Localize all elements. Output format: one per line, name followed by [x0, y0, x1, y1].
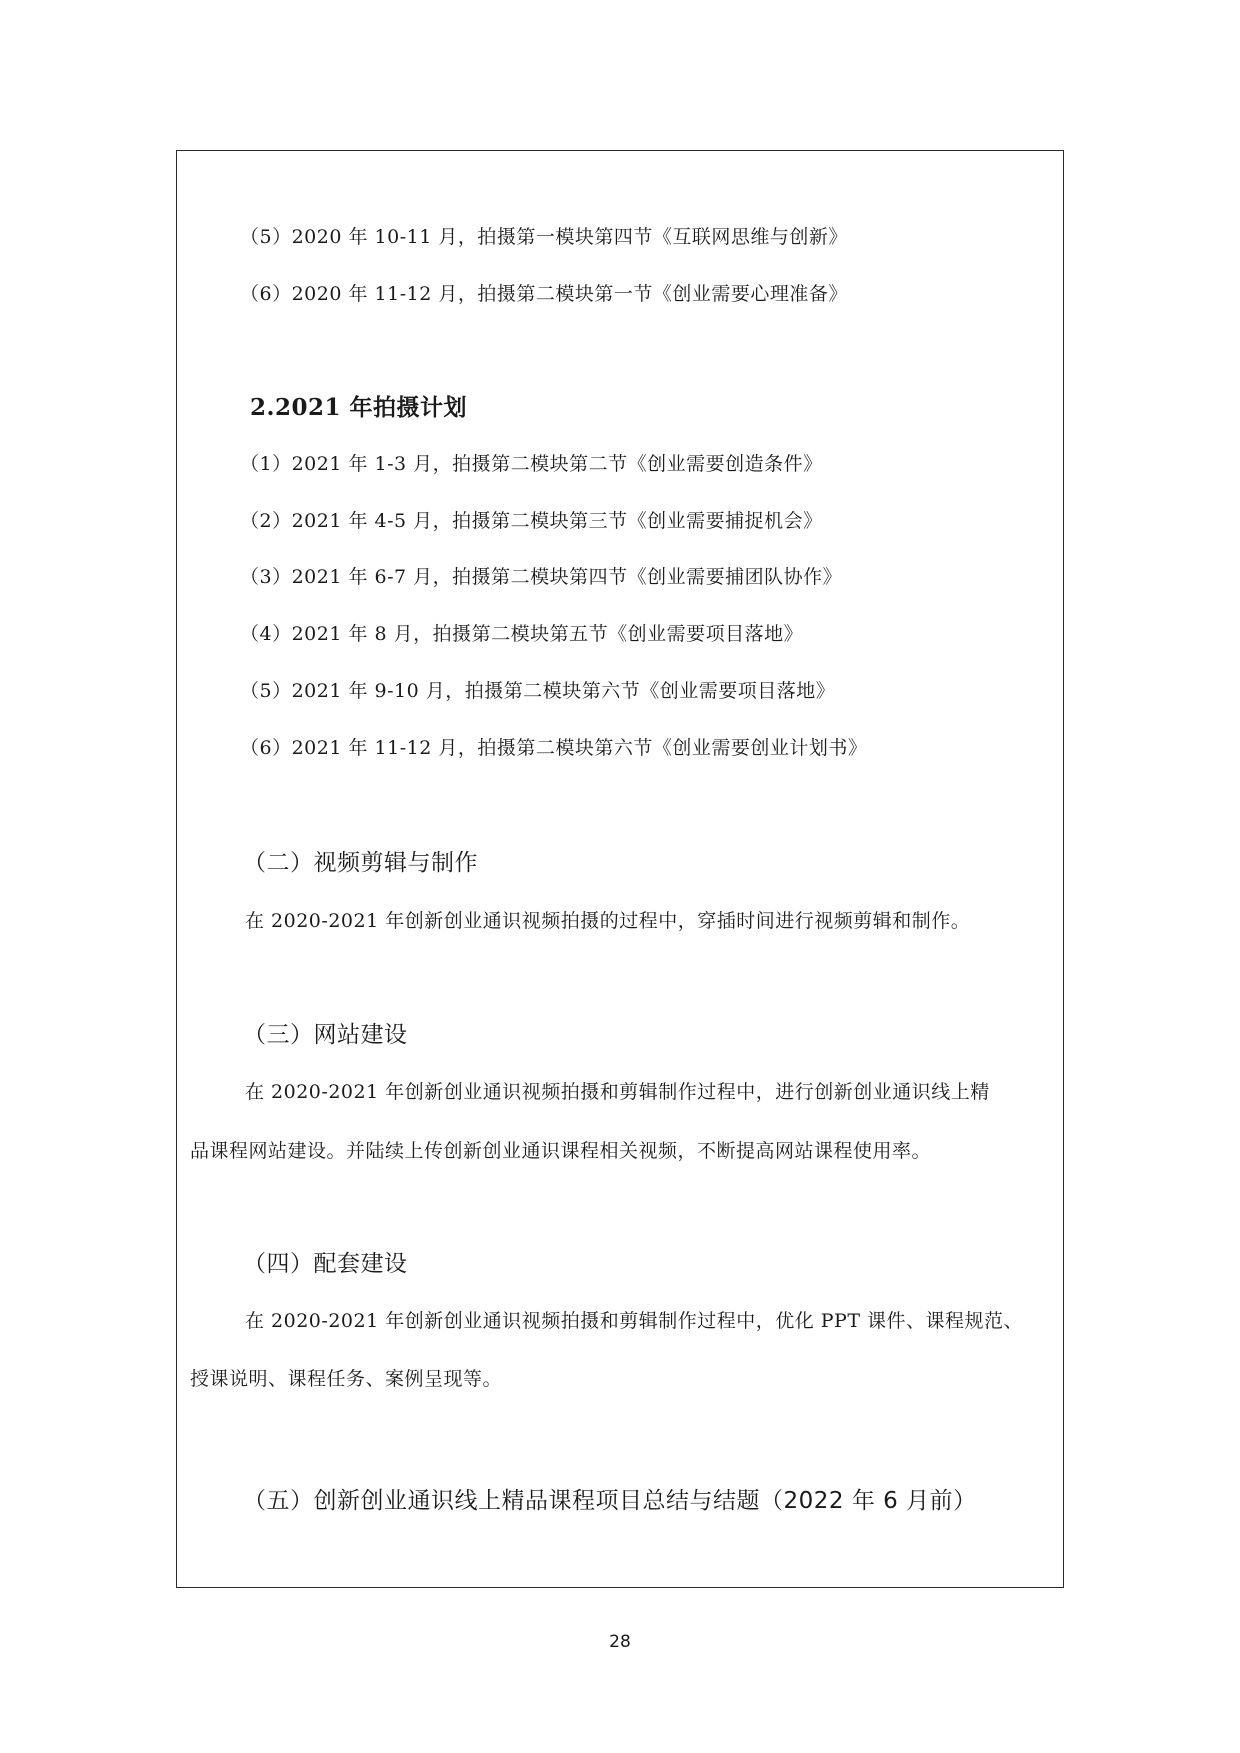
plan-2021-item-6: （6）2021 年 11-12 月，拍摄第二模块第六节《创业需要创业计划书》 — [240, 737, 868, 759]
section-4-paragraph-line-1: 在 2020-2021 年创新创业通识视频拍摄和剪辑制作过程中，优化 PPT 课件、课程规范、 — [245, 1310, 1024, 1332]
section-4-heading: （四）配套建设 — [243, 1251, 408, 1277]
plan-2021-item-1: （1）2021 年 1-3 月，拍摄第二模块第二节《创业需要创造条件》 — [240, 453, 823, 475]
plan-2021-item-4: （4）2021 年 8 月，拍摄第二模块第五节《创业需要项目落地》 — [240, 623, 804, 645]
plan-2020-item-5: （5）2020 年 10-11 月，拍摄第一模块第四节《互联网思维与创新》 — [240, 226, 848, 248]
section-3-paragraph-line-1: 在 2020-2021 年创新创业通识视频拍摄和剪辑制作过程中，进行创新创业通识线上精 — [245, 1081, 990, 1103]
section-5-heading: （五）创新创业通识线上精品课程项目总结与结题（2022 年 6 月前） — [243, 1488, 977, 1514]
plan-2021-heading: 2.2021 年拍摄计划 — [250, 394, 468, 421]
plan-2021-item-5: （5）2021 年 9-10 月，拍摄第二模块第六节《创业需要项目落地》 — [240, 680, 836, 702]
page-number: 28 — [609, 1632, 631, 1652]
plan-2020-item-6: （6）2020 年 11-12 月，拍摄第二模块第一节《创业需要心理准备》 — [240, 283, 848, 305]
plan-2021-item-2: （2）2021 年 4-5 月，拍摄第二模块第三节《创业需要捕捉机会》 — [240, 510, 823, 532]
section-2-heading: （二）视频剪辑与制作 — [243, 850, 478, 876]
section-4-paragraph-line-2: 授课说明、课程任务、案例呈现等。 — [190, 1368, 503, 1390]
section-3-heading: （三）网站建设 — [243, 1022, 408, 1048]
section-2-paragraph-line-1: 在 2020-2021 年创新创业通识视频拍摄的过程中，穿插时间进行视频剪辑和制作。 — [245, 910, 971, 932]
section-3-paragraph-line-2: 品课程网站建设。并陆续上传创新创业通识课程相关视频，不断提高网站课程使用率。 — [190, 1140, 932, 1162]
plan-2021-item-3: （3）2021 年 6-7 月，拍摄第二模块第四节《创业需要捕团队协作》 — [240, 566, 843, 588]
